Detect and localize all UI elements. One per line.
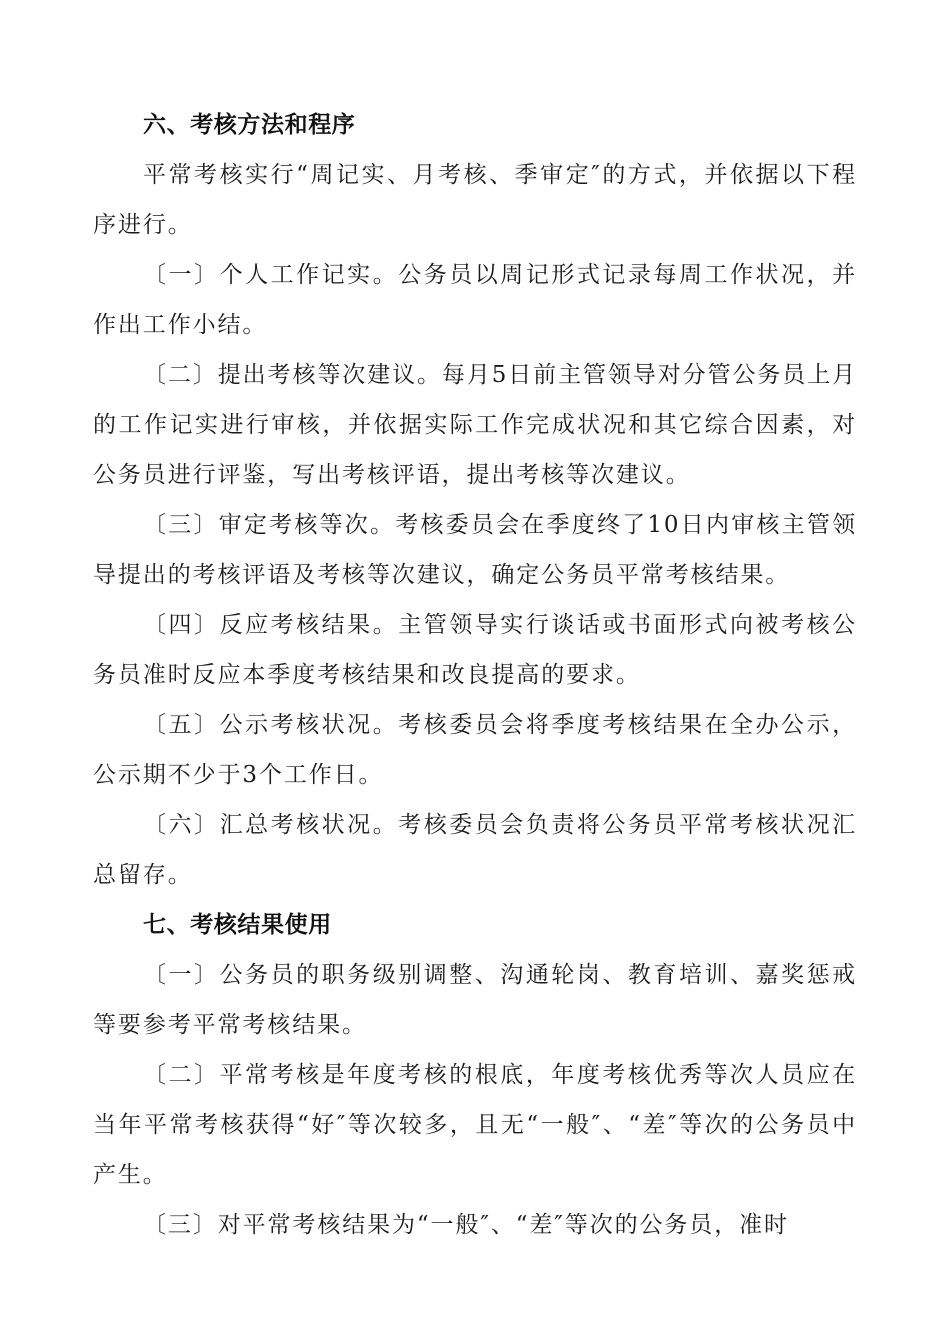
section-heading: 七、考核结果使用 bbox=[143, 912, 332, 938]
paragraph-item-6: 〔六〕汇总考核状况。考核委员会负责将公务员平常考核状况汇总留存。 bbox=[93, 812, 857, 888]
paragraph-item-3: 〔三〕对平常考核结果为“一般″、“差″等次的公务员，准时 bbox=[143, 1212, 789, 1238]
paragraph-item-4: 〔四〕反应考核结果。主管领导实行谈话或书面形式向被考核公务员准时反应本季度考核结果和改良提高的要求。 bbox=[93, 612, 857, 688]
paragraph-item-2: 〔二〕平常考核是年度考核的根底，年度考核优秀等次人员应在当年平常考核获得“好″等次较多，且无“一般″、“差″等次的公务员中产生。 bbox=[93, 1062, 857, 1188]
paragraph-item-5: 〔五〕公示考核状况。考核委员会将季度考核结果在全办公示，公示期不少于3个工作日。 bbox=[93, 712, 857, 788]
section-assessment-procedure bbox=[93, 100, 857, 900]
paragraph-item-1: 〔一〕个人工作记实。公务员以周记形式记录每周工作状况，并作出工作小结。 bbox=[93, 262, 857, 338]
section-heading: 六、考核方法和程序 bbox=[143, 112, 356, 138]
paragraph-item-1: 〔一〕公务员的职务级别调整、沟通轮岗、教育培训、嘉奖惩戒等要参考平常考核结果。 bbox=[93, 962, 857, 1038]
paragraph-item-3: 〔三〕审定考核等次。考核委员会在季度终了10日内审核主管领导提出的考核评语及考核等次建议，确定公务员平常考核结果。 bbox=[93, 512, 857, 588]
section-result-usage bbox=[93, 900, 857, 1250]
paragraph-item-2: 〔二〕提出考核等次建议。每月5日前主管领导对分管公务员上月的工作记实进行审核，并依据实际工作完成状况和其它综合因素，对公务员进行评鉴，写出考核评语，提出考核等次建议。 bbox=[93, 362, 857, 488]
document-page bbox=[93, 100, 857, 1250]
paragraph-intro: 平常考核实行“周记实、月考核、季审定″的方式，并依据以下程序进行。 bbox=[93, 162, 857, 238]
